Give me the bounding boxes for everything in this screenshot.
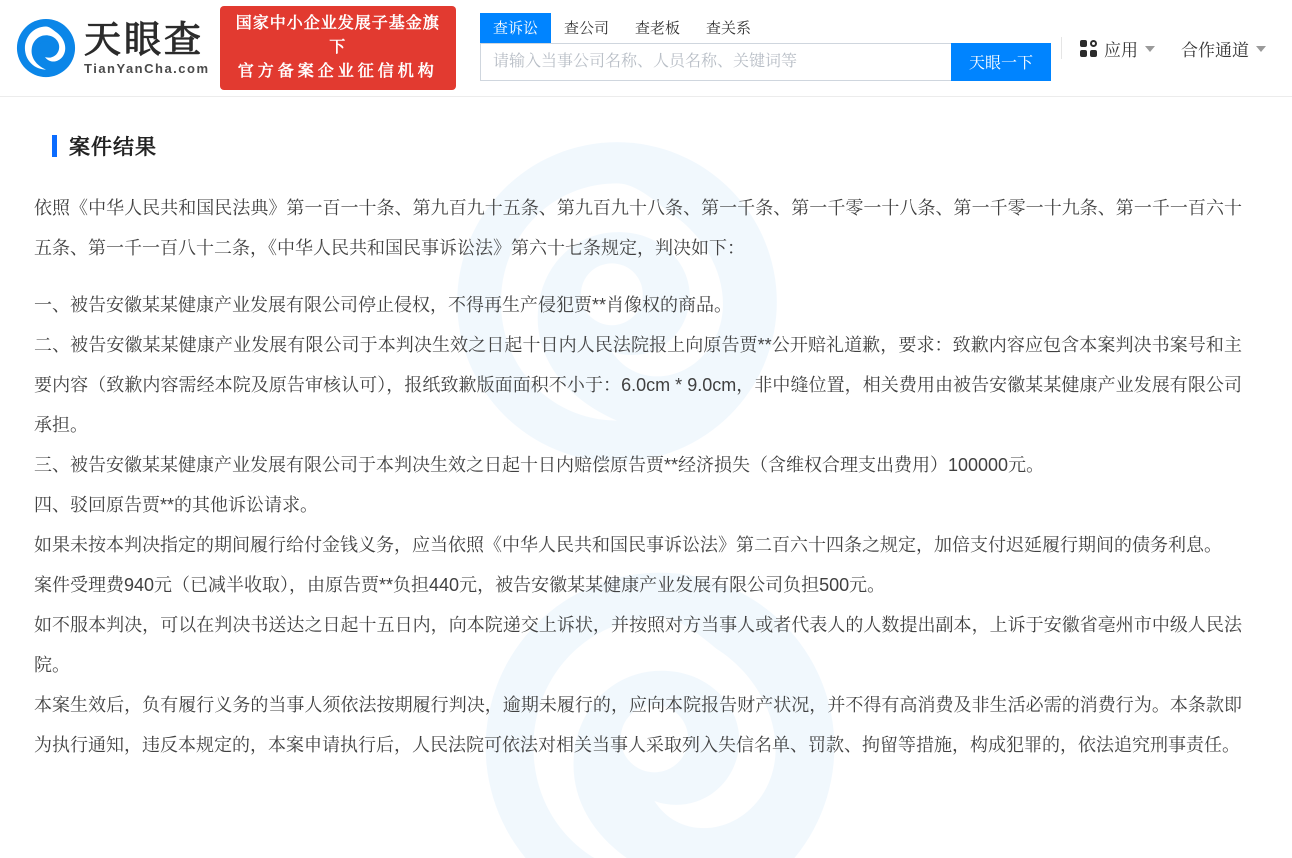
logo-title: 天眼查 bbox=[84, 18, 204, 60]
tianyancha-swirl-icon bbox=[16, 18, 76, 78]
tab-relation[interactable]: 查关系 bbox=[706, 19, 752, 37]
tab-boss[interactable]: 查老板 bbox=[635, 19, 681, 37]
judgment-text bbox=[34, 188, 1242, 765]
search-input[interactable] bbox=[480, 43, 951, 81]
search-block bbox=[480, 16, 1051, 81]
apps-menu-label: 应用 bbox=[1104, 40, 1138, 60]
judgment-paragraph: 二、被告安徽某某健康产业发展有限公司于本判决生效之日起十日内人民法院报上向原告贾**公开赔礼道歉，要求：致歉内容应包含本案判决书案号和主要内容（致歉内容需经本院及原告审核认可），报纸致歉版面面积不小于：6.0cm * 9.0cm，非中缝位置，相关费用由被告安徽某某健康产业发展有限公司承担。 bbox=[34, 335, 1242, 435]
search-button[interactable]: 天眼一下 bbox=[951, 43, 1051, 81]
partner-channel-menu[interactable] bbox=[1181, 36, 1266, 61]
tab-company[interactable]: 查公司 bbox=[564, 19, 610, 37]
partner-channel-label: 合作通道 bbox=[1181, 40, 1249, 60]
tab-lawsuit[interactable]: 查诉讼 bbox=[480, 13, 551, 43]
logo-subtitle: TianYanCha.com bbox=[84, 61, 210, 77]
search-tabs bbox=[480, 16, 1051, 43]
search-row bbox=[480, 43, 1051, 81]
title-accent-bar bbox=[52, 135, 57, 157]
chevron-down-icon bbox=[1145, 46, 1155, 52]
badge-line1: 国家中小企业发展子基金旗下 bbox=[235, 15, 440, 56]
judgment-paragraph: 四、驳回原告贾**的其他诉讼请求。 bbox=[34, 495, 319, 515]
case-result-panel bbox=[0, 97, 1292, 858]
badge-line2: 官方备案企业征信机构 bbox=[237, 63, 438, 80]
section-title-row bbox=[52, 131, 1242, 161]
apps-grid-icon bbox=[1080, 40, 1097, 57]
judgment-paragraph: 依照《中华人民共和国民法典》第一百一十条、第九百九十五条、第九百九十八条、第一千条、第一千零一十八条、第一千零一十九条、第一千一百六十五条、第一千一百八十二条，《中华人民共和国民事诉讼法》第六十七条规定，判决如下： bbox=[34, 198, 1242, 258]
chevron-down-icon bbox=[1256, 46, 1266, 52]
certification-badge bbox=[220, 6, 456, 90]
page-title: 案件结果 bbox=[69, 136, 157, 159]
header-divider bbox=[1061, 37, 1062, 59]
judgment-paragraph: 一、被告安徽某某健康产业发展有限公司停止侵权，不得再生产侵犯贾**肖像权的商品。 bbox=[34, 295, 733, 315]
apps-menu[interactable] bbox=[1080, 36, 1155, 61]
judgment-paragraph: 如不服本判决，可以在判决书送达之日起十五日内，向本院递交上诉状，并按照对方当事人或者代表人的人数提出副本，上诉于安徽省亳州市中级人民法院。 bbox=[34, 615, 1242, 675]
judgment-paragraph: 本案生效后，负有履行义务的当事人须依法按期履行判决，逾期未履行的，应向本院报告财产状况，并不得有高消费及非生活必需的消费行为。本条款即为执行通知，违反本规定的，本案申请执行后，人民法院可依法对相关当事人采取列入失信名单、罚款、拘留等措施，构成犯罪的，依法追究刑事责任。 bbox=[34, 695, 1242, 755]
header-right bbox=[1051, 36, 1276, 61]
logo-text bbox=[84, 20, 210, 77]
judgment-paragraph: 三、被告安徽某某健康产业发展有限公司于本判决生效之日起十日内赔偿原告贾**经济损失（含维权合理支出费用）100000元。 bbox=[34, 455, 1045, 475]
tianyancha-logo[interactable] bbox=[16, 18, 210, 78]
site-header bbox=[0, 0, 1292, 97]
judgment-paragraph: 如果未按本判决指定的期间履行给付金钱义务，应当依照《中华人民共和国民事诉讼法》第二百六十四条之规定，加倍支付迟延履行期间的债务利息。 bbox=[34, 535, 1222, 555]
judgment-paragraph: 案件受理费940元（已减半收取），由原告贾**负担440元，被告安徽某某健康产业发展有限公司负担500元。 bbox=[34, 575, 886, 595]
